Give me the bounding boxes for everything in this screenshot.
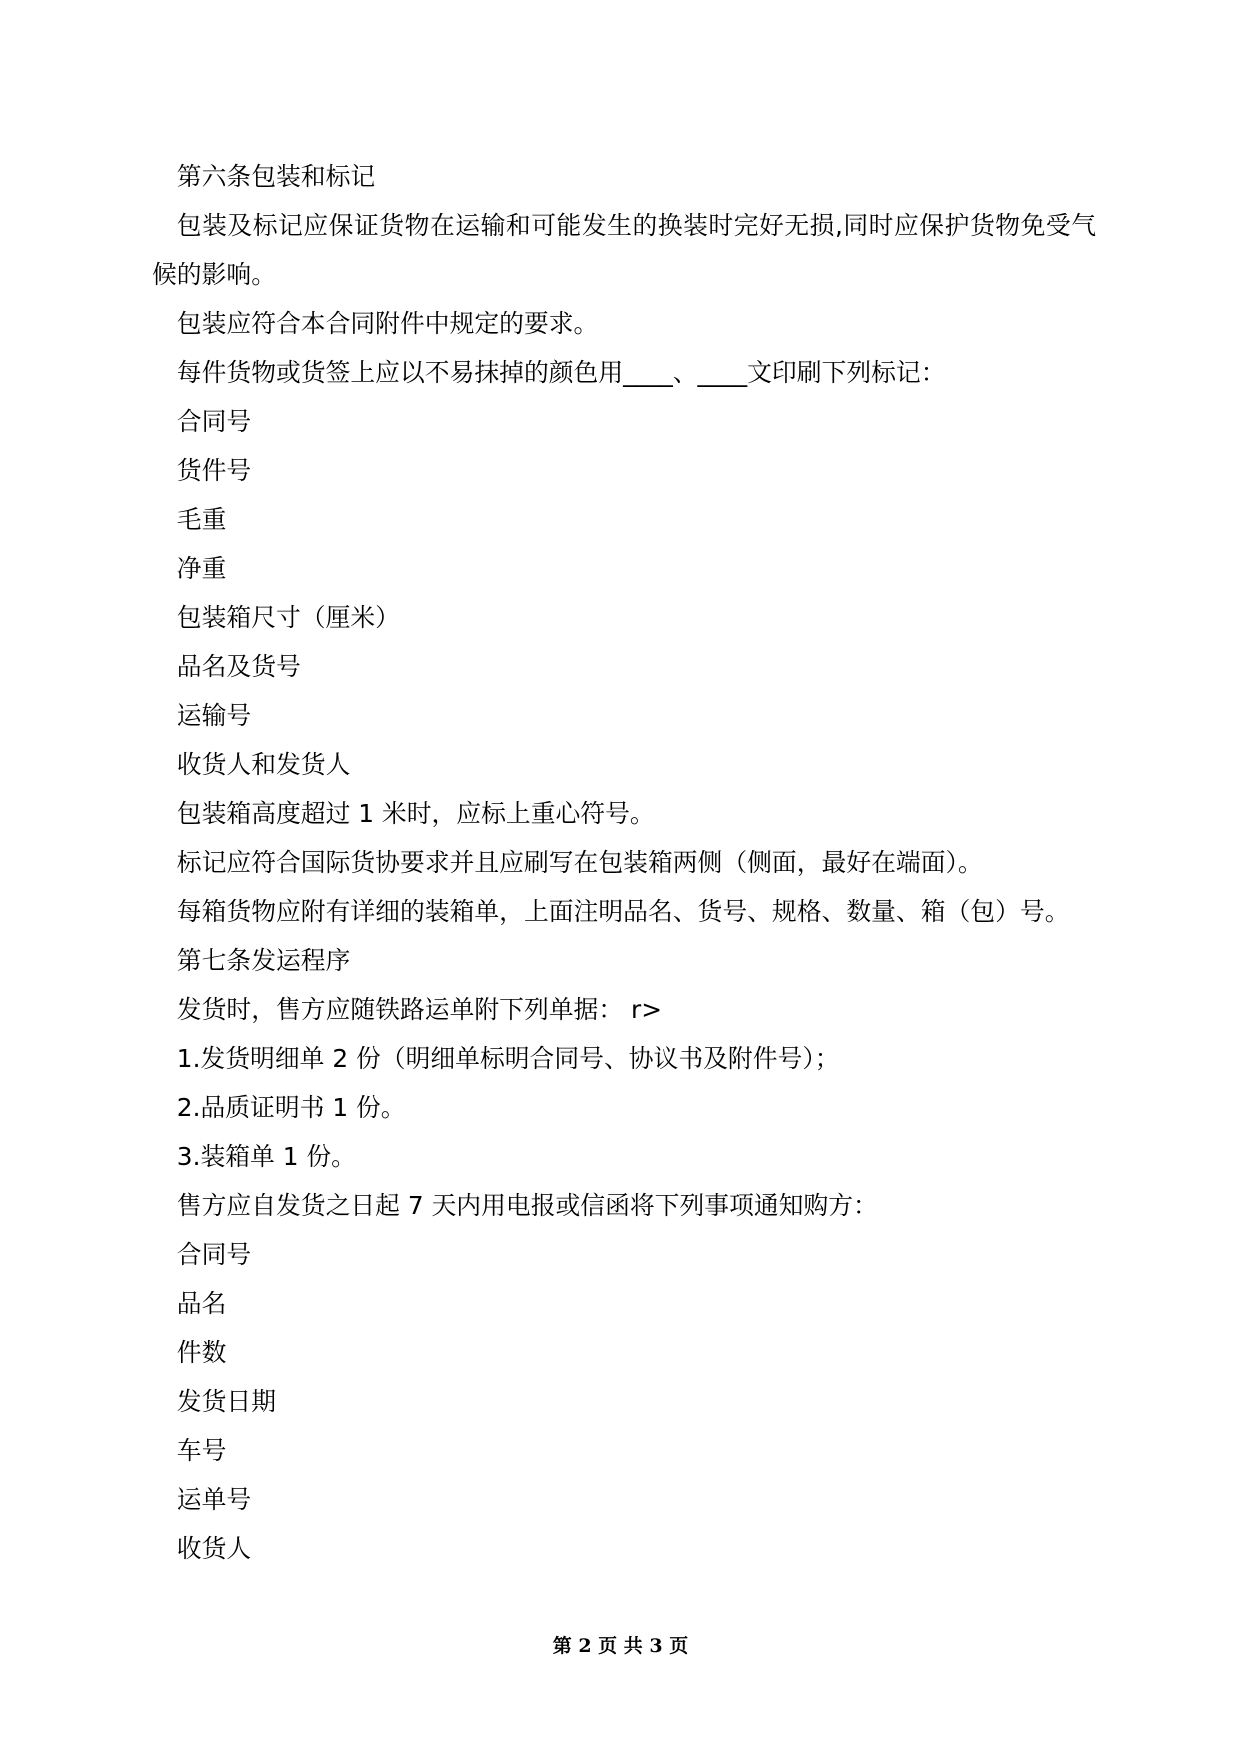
shipping-document-item: 2.品质证明书 1 份。: [176, 1093, 406, 1122]
packing-list-paragraph: 每箱货物应附有详细的装箱单，上面注明品名、货号、规格、数量、箱（包）号。: [176, 897, 1070, 926]
marking-item: 毛重: [176, 505, 227, 534]
marking-item: 净重: [176, 554, 227, 583]
packaging-conformity-paragraph: 包装应符合本合同附件中规定的要求。: [176, 309, 599, 338]
notice-item: 运单号: [176, 1485, 252, 1514]
packaging-requirement-paragraph: 包装及标记应保证货物在运输和可能发生的换装时完好无损,同时应保护货物免受气候的影响。: [152, 211, 1096, 289]
shipping-document-item: 1.发货明细单 2 份（明细单标明合同号、协议书及附件号）；: [176, 1044, 840, 1073]
document-body: [152, 152, 1096, 1573]
shipment-notice-paragraph: 售方应自发货之日起 7 天内用电报或信函将下列事项通知购方：: [176, 1191, 878, 1220]
marking-item: 包装箱尺寸（厘米）: [176, 603, 400, 632]
page-footer: 第 2 页 共 3 页: [552, 1635, 689, 1657]
shipping-documents-intro: 发货时，售方应随铁路运单附下列单据： r>: [176, 995, 662, 1024]
marking-item: 收货人和发货人: [176, 750, 351, 779]
section-7-heading: 第七条发运程序: [176, 946, 351, 975]
center-of-gravity-paragraph: 包装箱高度超过 1 米时，应标上重心符号。: [176, 799, 655, 828]
notice-item: 发货日期: [176, 1387, 276, 1416]
notice-item: 合同号: [176, 1240, 252, 1269]
section-7: [152, 936, 1096, 1573]
notice-item: 收货人: [176, 1534, 252, 1563]
marking-placement-paragraph: 标记应符合国际货协要求并且应刷写在包装箱两侧（侧面，最好在端面）。: [176, 848, 983, 877]
shipping-document-item: 3.装箱单 1 份。: [176, 1142, 356, 1171]
marking-item: 运输号: [176, 701, 252, 730]
marking-item: 合同号: [176, 407, 252, 436]
notice-item: 件数: [176, 1338, 227, 1367]
marking-instruction-paragraph: 每件货物或货签上应以不易抹掉的颜色用____、____文印刷下列标记：: [176, 358, 946, 387]
section-6-heading: 第六条包装和标记: [176, 162, 376, 191]
marking-item: 品名及货号: [176, 652, 301, 681]
marking-item: 货件号: [176, 456, 252, 485]
section-6: [152, 152, 1096, 936]
notice-item: 车号: [176, 1436, 227, 1465]
notice-item: 品名: [176, 1289, 227, 1318]
